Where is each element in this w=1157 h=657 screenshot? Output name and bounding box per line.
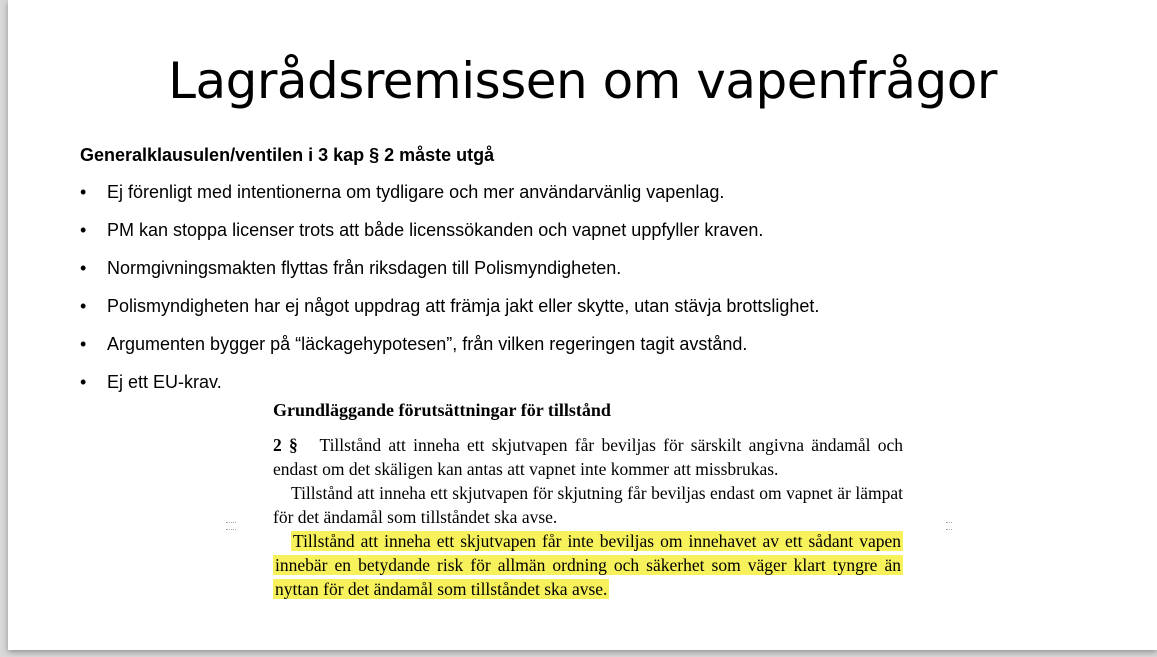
bullet-item: • Ej ett EU-krav. bbox=[80, 368, 819, 406]
excerpt-paragraph-1-text: Tillstånd att inneha ett skjutvapen får beviljas för särskilt angivna ändamål och endast om det skäligen kan antas att vapnet inte kommer att missbrukas. bbox=[273, 435, 904, 479]
bullet-item: • Normgivningsmakten flyttas från riksdagen till Polismyndigheten. bbox=[80, 254, 819, 292]
excerpt-paragraph-3 bbox=[273, 529, 903, 601]
bullet-item: • PM kan stoppa licenser trots att både licenssökanden och vapnet uppfyller kraven. bbox=[80, 216, 819, 254]
image-resize-handle-left[interactable] bbox=[226, 522, 236, 530]
bullet-list bbox=[80, 178, 819, 406]
image-resize-handle-right[interactable] bbox=[946, 522, 952, 530]
bullet-item: • Ej förenligt med intentionerna om tydligare och mer användarvänlig vapenlag. bbox=[80, 178, 819, 216]
slide-subheading: Generalklausulen/ventilen i 3 kap § 2 måste utgå bbox=[80, 145, 495, 165]
excerpt-paragraph-1 bbox=[273, 433, 903, 481]
highlighted-text: Tillstånd att inneha ett skjutvapen får inte beviljas om innehavet av ett sådant vapen innebär en betydande risk för allmän ordning och säkerhet som väger klart tyngre än nyttan för det ändamål som tillståndet ska avse. bbox=[275, 531, 901, 599]
slide bbox=[8, 0, 1157, 650]
excerpt-paragraph-2: Tillstånd att inneha ett skjutvapen för skjutning får beviljas endast om vapnet är lämpat för det ändamål som tillståndet ska avse. bbox=[273, 483, 903, 527]
excerpt-heading: Grundläggande förutsättningar för tillstånd bbox=[273, 400, 611, 420]
law-text-excerpt-image bbox=[273, 400, 903, 601]
bullet-item: • Polismyndigheten har ej något uppdrag att främja jakt eller skytte, utan stävja brottslighet. bbox=[80, 292, 819, 330]
slide-title: Lagrådsremissen om vapenfrågor bbox=[168, 52, 997, 110]
bullet-item: • Argumenten bygger på “läckagehypotesen”, från vilken regeringen tagit avstånd. bbox=[80, 330, 819, 368]
section-mark: 2 § bbox=[273, 435, 298, 455]
